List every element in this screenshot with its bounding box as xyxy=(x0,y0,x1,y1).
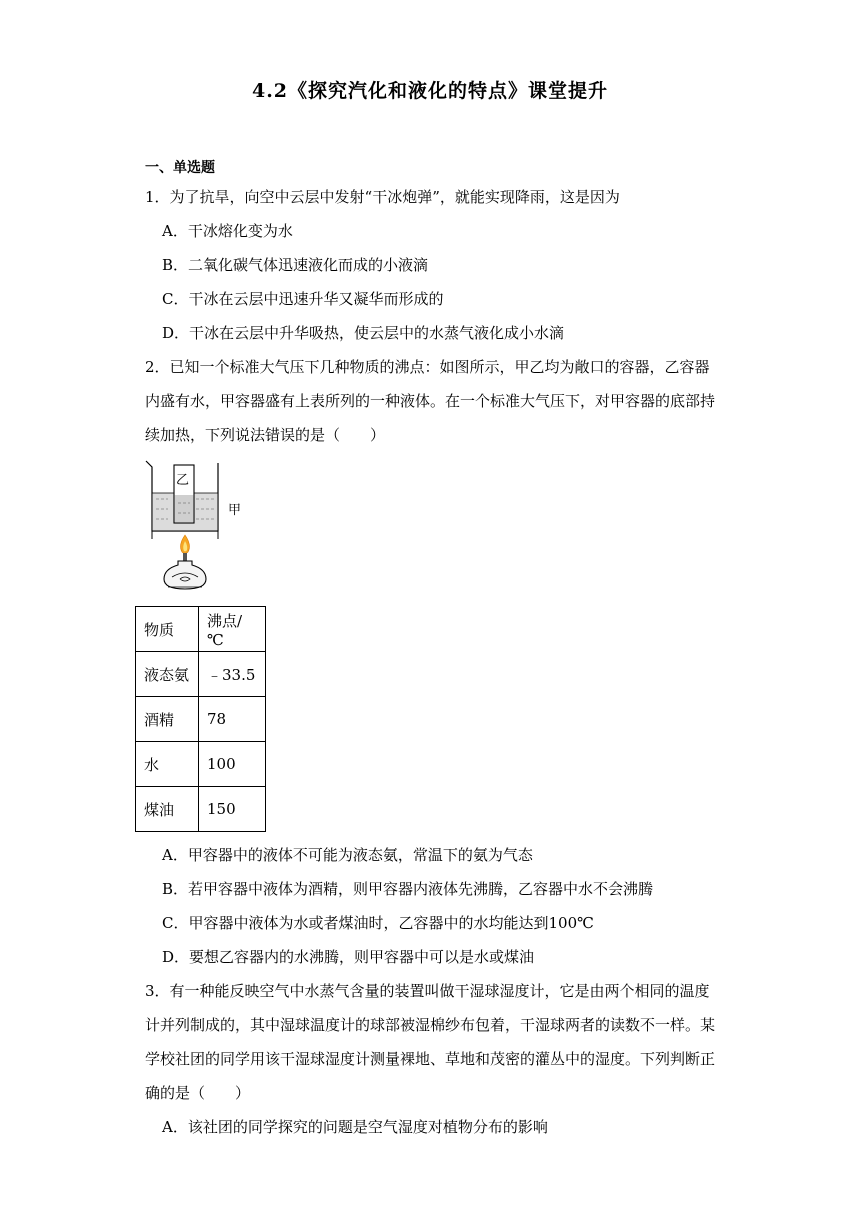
outer-container-label: 甲 xyxy=(228,503,242,518)
question-3-stem-line-2: 计并列制成的，其中湿球温度计的球部被湿棉纱布包着，干湿球两者的读数不一样。某 xyxy=(145,1016,716,1034)
question-1-option-c: C．干冰在云层中迅速升华又凝华而形成的 xyxy=(162,290,444,308)
question-2-option-d: D．要想乙容器内的水沸腾，则甲容器中可以是水或煤油 xyxy=(162,948,535,966)
table-cell: ﹣33.5 xyxy=(199,652,266,697)
table-row xyxy=(136,652,266,697)
beaker-heating-figure xyxy=(140,455,260,595)
table-cell: 酒精 xyxy=(136,697,199,742)
question-1-option-a: A．干冰熔化变为水 xyxy=(162,222,293,240)
question-2-option-c: C．甲容器中液体为水或者煤油时，乙容器中的水均能达到100℃ xyxy=(162,914,594,932)
table-cell: 水 xyxy=(136,742,199,787)
table-header-cell: 物质 xyxy=(136,607,199,652)
table-cell: 煤油 xyxy=(136,787,199,832)
question-1-option-b: B．二氧化碳气体迅速液化而成的小液滴 xyxy=(162,256,429,274)
table-cell: 100 xyxy=(199,742,266,787)
table-row xyxy=(136,742,266,787)
table-row xyxy=(136,697,266,742)
question-3-stem-line-1: 3．有一种能反映空气中水蒸气含量的装置叫做干湿球湿度计，它是由两个相同的温度 xyxy=(145,982,710,1000)
question-1-stem: 1．为了抗旱，向空中云层中发射“干冰炮弹”，就能实现降雨，这是因为 xyxy=(145,188,620,206)
table-cell: 78 xyxy=(199,697,266,742)
table-cell: 150 xyxy=(199,787,266,832)
question-2-stem-line-1: 2．已知一个标准大气压下几种物质的沸点：如图所示，甲乙均为敞口的容器，乙容器 xyxy=(145,358,710,376)
boiling-point-table xyxy=(135,606,266,832)
question-2-stem-line-3: 续加热，下列说法错误的是（ ） xyxy=(145,426,386,444)
table-cell: 液态氨 xyxy=(136,652,199,697)
question-3-option-a: A．该社团的同学探究的问题是空气湿度对植物分布的影响 xyxy=(162,1118,548,1136)
question-1-option-d: D．干冰在云层中升华吸热，使云层中的水蒸气液化成小水滴 xyxy=(162,324,565,342)
question-2-stem-line-2: 内盛有水，甲容器盛有上表所列的一种液体。在一个标准大气压下，对甲容器的底部持 xyxy=(145,392,716,410)
inner-container-label: 乙 xyxy=(176,473,190,488)
table-header-cell: 沸点/℃ xyxy=(199,607,266,652)
section-heading: 一、单选题 xyxy=(145,160,215,176)
page-title: 4.2《探究汽化和液化的特点》课堂提升 xyxy=(251,80,609,102)
table-header-row xyxy=(136,607,266,652)
question-2-option-a: A．甲容器中的液体不可能为液态氨，常温下的氨为气态 xyxy=(162,846,533,864)
question-3-stem-line-4: 确的是（ ） xyxy=(145,1084,251,1102)
table-row xyxy=(136,787,266,832)
question-2-option-b: B．若甲容器中液体为酒精，则甲容器内液体先沸腾，乙容器中水不会沸腾 xyxy=(162,880,654,898)
question-3-stem-line-3: 学校社团的同学用该干湿球湿度计测量裸地、草地和茂密的灌丛中的湿度。下列判断正 xyxy=(145,1050,716,1068)
